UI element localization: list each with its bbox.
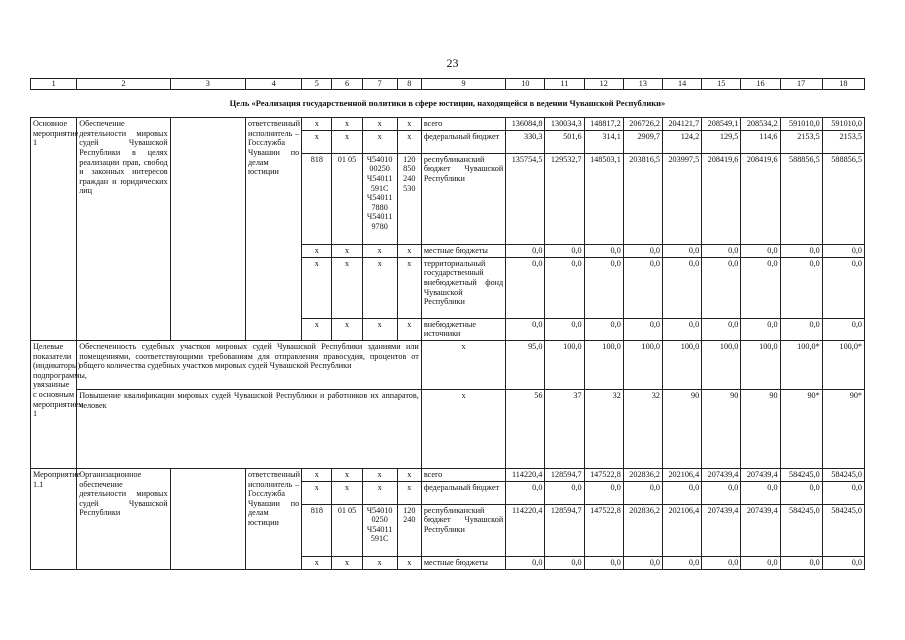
indicator-value: 100,0: [702, 340, 741, 389]
code-cell: 01 05: [332, 504, 362, 556]
event-label: Основное мероприятие 1: [31, 118, 77, 341]
value-cell: 129532,7: [545, 153, 584, 244]
indicator-value: 90: [662, 389, 701, 468]
code-cell: 120 240: [397, 504, 421, 556]
value-cell: 136084,8: [506, 118, 545, 131]
value-cell: 114220,4: [506, 504, 545, 556]
value-cell: 0,0: [741, 257, 780, 318]
column-header: 3: [170, 79, 245, 90]
indicator-mark: x: [421, 340, 505, 389]
finance-row: [31, 468, 865, 481]
code-cell: 818: [302, 153, 332, 244]
value-cell: 0,0: [662, 244, 701, 257]
column-header: 11: [545, 79, 584, 90]
code-cell: x: [302, 481, 332, 504]
value-cell: 0,0: [506, 481, 545, 504]
column-header: 16: [741, 79, 780, 90]
column-header: 2: [77, 79, 170, 90]
value-cell: 130034,3: [545, 118, 584, 131]
indicator-value: 90*: [822, 389, 864, 468]
indicator-text: Повышение квалификации мировых судей Чувашской Республики и работников их аппаратов, человек: [77, 389, 422, 468]
event-label: Мероприятие 1.1: [31, 468, 77, 569]
column-header: 12: [584, 79, 623, 90]
column-header: 6: [332, 79, 362, 90]
value-cell: 0,0: [584, 244, 623, 257]
value-cell: 208549,1: [702, 118, 741, 131]
value-cell: 0,0: [741, 244, 780, 257]
value-cell: 0,0: [506, 244, 545, 257]
indicator-value: 56: [506, 389, 545, 468]
column-header: 13: [623, 79, 662, 90]
value-cell: 114,6: [741, 130, 780, 153]
value-cell: 208419,6: [741, 153, 780, 244]
value-cell: 204121,7: [662, 118, 701, 131]
indicator-value: 32: [623, 389, 662, 468]
funding-source: республиканский бюджет Чувашской Республики: [421, 153, 505, 244]
column-header: 5: [302, 79, 332, 90]
funding-source: федеральный бюджет: [421, 481, 505, 504]
value-cell: 0,0: [702, 318, 741, 340]
indicator-value: 90*: [780, 389, 822, 468]
value-cell: 591010,0: [822, 118, 864, 131]
funding-source: республиканский бюджет Чувашской Республики: [421, 504, 505, 556]
value-cell: 124,2: [662, 130, 701, 153]
code-cell: x: [332, 118, 362, 131]
value-cell: 202836,2: [623, 468, 662, 481]
code-cell: x: [397, 257, 421, 318]
code-cell: x: [397, 118, 421, 131]
value-cell: 0,0: [545, 556, 584, 569]
value-cell: 135754,5: [506, 153, 545, 244]
value-cell: 0,0: [506, 556, 545, 569]
value-cell: 0,0: [662, 257, 701, 318]
indicator-value: 32: [584, 389, 623, 468]
value-cell: 114220,4: [506, 468, 545, 481]
code-cell: x: [362, 481, 397, 504]
value-cell: 0,0: [822, 481, 864, 504]
value-cell: 147522,8: [584, 504, 623, 556]
value-cell: 588856,5: [780, 153, 822, 244]
finance-row: [31, 118, 865, 131]
funding-source: всего: [421, 468, 505, 481]
value-cell: 584245,0: [822, 468, 864, 481]
funding-source: федеральный бюджет: [421, 130, 505, 153]
funding-source: местные бюджеты: [421, 244, 505, 257]
value-cell: 584245,0: [780, 504, 822, 556]
value-cell: 202106,4: [662, 468, 701, 481]
value-cell: 0,0: [584, 257, 623, 318]
column-header: 7: [362, 79, 397, 90]
value-cell: 148503,1: [584, 153, 623, 244]
value-cell: 0,0: [780, 481, 822, 504]
indicator-value: 90: [741, 389, 780, 468]
value-cell: 2153,5: [822, 130, 864, 153]
value-cell: 0,0: [623, 481, 662, 504]
indicator-value: 100,0: [662, 340, 701, 389]
code-cell: Ч54010 00250 Ч54011 591С Ч54011 7880 Ч54011 9780: [362, 153, 397, 244]
code-cell: x: [362, 318, 397, 340]
code-cell: x: [332, 257, 362, 318]
value-cell: 208419,6: [702, 153, 741, 244]
indicator-value: 100,0: [741, 340, 780, 389]
goal-title: Цель «Реализация государственной политики в сфере юстиции, находящейся в ведении Чувашской Республики»: [229, 97, 666, 108]
value-cell: 0,0: [545, 318, 584, 340]
funding-source: территориальный государственный внебюджетный фонд Чувашской Республики: [421, 257, 505, 318]
value-cell: 207439,4: [702, 468, 741, 481]
indicator-text: Обеспеченность судебных участков мировых судей Чувашской Республики зданиями или помещениями, соответствующими требованиям для отправления правосудия, процентов от общего количества судебных участков мировых судей Чувашской Республики: [77, 340, 422, 389]
value-cell: 588856,5: [822, 153, 864, 244]
column-header: 18: [822, 79, 864, 90]
value-cell: 128594,7: [545, 504, 584, 556]
value-cell: 0,0: [623, 257, 662, 318]
code-cell: 120 850 240 530: [397, 153, 421, 244]
event-goal: [170, 468, 245, 569]
code-cell: x: [397, 244, 421, 257]
value-cell: 147522,8: [584, 468, 623, 481]
funding-source: местные бюджеты: [421, 556, 505, 569]
indicator-value: 90: [702, 389, 741, 468]
value-cell: 148817,2: [584, 118, 623, 131]
value-cell: 0,0: [822, 318, 864, 340]
value-cell: 0,0: [584, 481, 623, 504]
code-cell: x: [332, 481, 362, 504]
value-cell: 314,1: [584, 130, 623, 153]
value-cell: 0,0: [702, 244, 741, 257]
value-cell: 584245,0: [780, 468, 822, 481]
value-cell: 208534,2: [741, 118, 780, 131]
value-cell: 0,0: [702, 481, 741, 504]
code-cell: Ч54010 0250 Ч54011 591С: [362, 504, 397, 556]
value-cell: 0,0: [780, 244, 822, 257]
value-cell: 128594,7: [545, 468, 584, 481]
value-cell: 0,0: [780, 257, 822, 318]
value-cell: 0,0: [780, 556, 822, 569]
column-header: 14: [662, 79, 701, 90]
column-header: 8: [397, 79, 421, 90]
funding-source: внебюджетные источники: [421, 318, 505, 340]
value-cell: 0,0: [741, 556, 780, 569]
code-cell: x: [302, 244, 332, 257]
code-cell: x: [362, 130, 397, 153]
value-cell: 129,5: [702, 130, 741, 153]
indicator-value: 100,0*: [822, 340, 864, 389]
column-header: 9: [421, 79, 505, 90]
value-cell: 0,0: [822, 244, 864, 257]
value-cell: 207439,4: [702, 504, 741, 556]
value-cell: 0,0: [702, 257, 741, 318]
value-cell: 0,0: [822, 257, 864, 318]
value-cell: 0,0: [584, 318, 623, 340]
value-cell: 584245,0: [822, 504, 864, 556]
value-cell: 0,0: [545, 481, 584, 504]
value-cell: 0,0: [662, 318, 701, 340]
event-executor: ответственный исполнитель – Госслужба Чувашии по делам юстиции: [246, 118, 302, 341]
value-cell: 0,0: [662, 481, 701, 504]
value-cell: 203816,5: [623, 153, 662, 244]
code-cell: x: [362, 468, 397, 481]
value-cell: 207439,4: [741, 468, 780, 481]
value-cell: 0,0: [623, 318, 662, 340]
value-cell: 0,0: [623, 556, 662, 569]
code-cell: x: [397, 468, 421, 481]
indicator-value: 100,0: [584, 340, 623, 389]
indicator-value: 100,0: [623, 340, 662, 389]
event-goal: [170, 118, 245, 341]
code-cell: x: [397, 556, 421, 569]
value-cell: 0,0: [545, 244, 584, 257]
indicator-value: 37: [545, 389, 584, 468]
funding-source: всего: [421, 118, 505, 131]
code-cell: x: [362, 244, 397, 257]
code-cell: x: [332, 318, 362, 340]
value-cell: 501,6: [545, 130, 584, 153]
code-cell: 818: [302, 504, 332, 556]
value-cell: 0,0: [702, 556, 741, 569]
code-cell: x: [302, 257, 332, 318]
code-cell: x: [362, 257, 397, 318]
code-cell: x: [397, 318, 421, 340]
code-cell: x: [362, 118, 397, 131]
column-header: 10: [506, 79, 545, 90]
program-table: [30, 78, 865, 570]
code-cell: x: [332, 244, 362, 257]
indicator-value: 95,0: [506, 340, 545, 389]
value-cell: 0,0: [780, 318, 822, 340]
value-cell: 0,0: [545, 257, 584, 318]
value-cell: 0,0: [662, 556, 701, 569]
value-cell: 203997,5: [662, 153, 701, 244]
value-cell: 207439,4: [741, 504, 780, 556]
value-cell: 2153,5: [780, 130, 822, 153]
code-cell: x: [302, 118, 332, 131]
column-header: 4: [246, 79, 302, 90]
page-number: 23: [446, 56, 459, 70]
value-cell: 0,0: [623, 244, 662, 257]
value-cell: 202106,4: [662, 504, 701, 556]
value-cell: 0,0: [506, 257, 545, 318]
indicator-row: [31, 389, 865, 468]
indicator-value: 100,0*: [780, 340, 822, 389]
code-cell: x: [302, 318, 332, 340]
code-cell: x: [332, 130, 362, 153]
code-cell: x: [397, 130, 421, 153]
value-cell: 591010,0: [780, 118, 822, 131]
code-cell: x: [362, 556, 397, 569]
value-cell: 206726,2: [623, 118, 662, 131]
event-name: Организационное обеспечение деятельности мировых судей Чувашской Республики: [77, 468, 170, 569]
code-cell: x: [302, 130, 332, 153]
column-header: 17: [780, 79, 822, 90]
code-cell: x: [332, 556, 362, 569]
value-cell: 202836,2: [623, 504, 662, 556]
value-cell: 0,0: [506, 318, 545, 340]
indicator-value: 100,0: [545, 340, 584, 389]
value-cell: 2909,7: [623, 130, 662, 153]
goal-row: [31, 89, 865, 118]
code-cell: 01 05: [332, 153, 362, 244]
column-header: 15: [702, 79, 741, 90]
indicators-label: Целевые показатели (индикаторы) подпрограммы, увязанные с основным мероприятием 1: [31, 340, 77, 468]
value-cell: 0,0: [822, 556, 864, 569]
code-cell: x: [332, 468, 362, 481]
indicator-mark: x: [421, 389, 505, 468]
column-header: 1: [31, 79, 77, 90]
value-cell: 0,0: [584, 556, 623, 569]
event-name: Обеспечение деятельности мировых судей Чувашской Республики в целях реализации прав, свобод и законных интересов граждан и юридических лиц: [77, 118, 170, 341]
value-cell: 0,0: [741, 481, 780, 504]
code-cell: x: [302, 468, 332, 481]
indicator-row: [31, 340, 865, 389]
code-cell: x: [397, 481, 421, 504]
value-cell: 330,3: [506, 130, 545, 153]
event-executor: ответственный исполнитель – Госслужба Чувашии по делам юстиции: [246, 468, 302, 569]
code-cell: x: [302, 556, 332, 569]
header-row: [31, 79, 865, 90]
value-cell: 0,0: [741, 318, 780, 340]
